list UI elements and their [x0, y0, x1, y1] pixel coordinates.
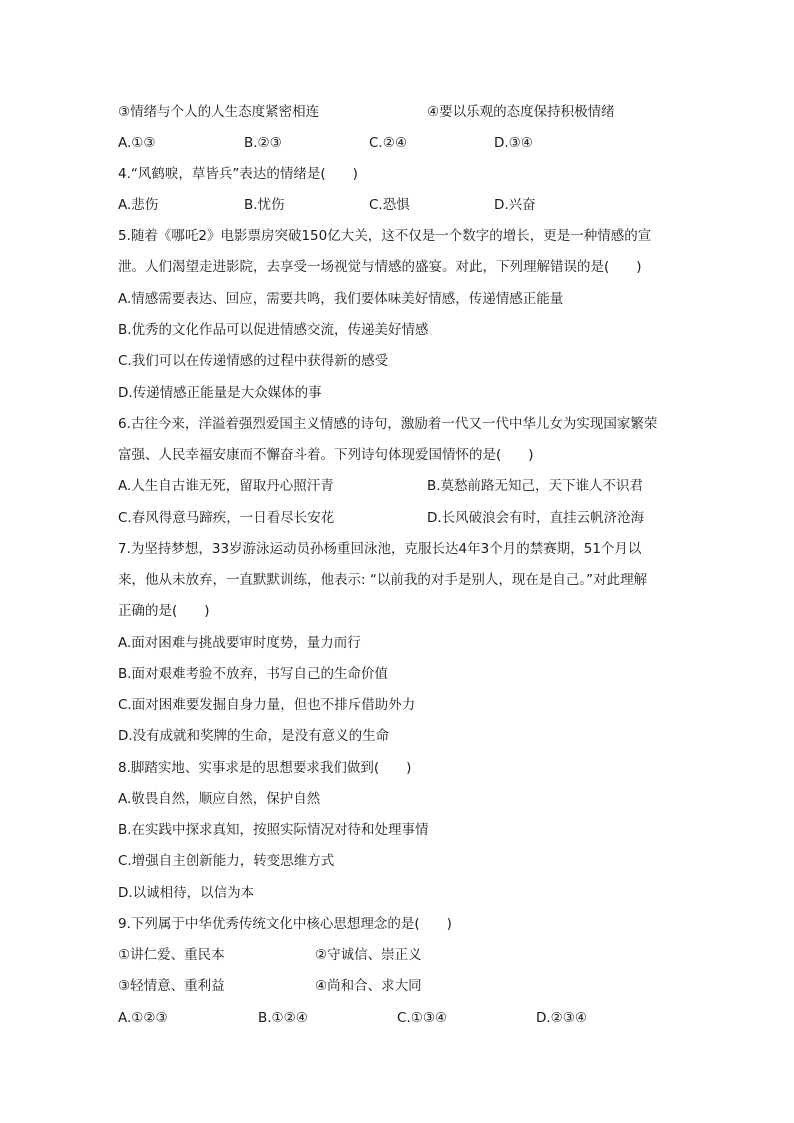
q9-option-c: C.①③④	[397, 1010, 448, 1026]
q9-option-b: B.①②④	[258, 1010, 308, 1026]
q6-option-d: D.长风破浪会有时，直挂云帆济沧海	[427, 510, 645, 526]
q9-item-1: ①讲仁爱、重民本	[118, 947, 225, 963]
q4-option-d: D.兴奋	[494, 197, 536, 213]
q8-option-c: C.增强自主创新能力，转变思维方式	[118, 853, 335, 869]
q6-stem-line-1: 6.古往今来，洋溢着强烈爱国主义情感的诗句，激励着一代又一代中华儿女为实现国家繁荣	[118, 416, 658, 432]
q3-option-c: C.②④	[369, 135, 407, 151]
q7-option-c: C.面对困难要发掘自身力量，但也不排斥借助外力	[118, 697, 416, 713]
q3-item-3: ③情绪与个人的人生态度紧密相连	[118, 104, 320, 120]
q4-option-a: A.悲伤	[118, 197, 159, 213]
q6-stem-line-2: 富强、人民幸福安康而不懈奋斗着。下列诗句体现爱国情怀的是( )	[118, 447, 534, 463]
q5-stem-line-1: 5.随着《哪吒2》电影票房突破150亿大关，这不仅是一个数字的增长，更是一种情感的宣	[118, 228, 652, 244]
q4-option-b: B.忧伤	[244, 197, 285, 213]
q9-item-4: ④尚和合、求大同	[315, 978, 422, 994]
q5-stem-line-2: 泄。人们渴望走进影院，去享受一场视觉与情感的盛宴。对此，下列理解错误的是( )	[118, 259, 642, 275]
q5-option-a: A.情感需要表达、回应，需要共鸣，我们要体味美好情感，传递情感正能量	[118, 291, 564, 307]
q3-option-d: D.③④	[494, 135, 533, 151]
q8-stem: 8.脚踏实地、实事求是的思想要求我们做到( )	[118, 760, 412, 776]
q5-option-c: C.我们可以在传递情感的过程中获得新的感受	[118, 353, 389, 369]
q5-option-b: B.优秀的文化作品可以促进情感交流，传递美好情感	[118, 322, 429, 338]
q7-stem-line-1: 7.为坚持梦想，33岁游泳运动员孙杨重回泳池，克服长达4年3个月的禁赛期，51个月以	[118, 541, 642, 557]
q5-option-d: D.传递情感正能量是大众媒体的事	[118, 385, 322, 401]
q6-option-b: B.莫愁前路无知己，天下谁人不识君	[427, 478, 644, 494]
q7-stem-line-2: 来，他从未放弃，一直默默训练，他表示: “以前我的对手是别人，现在是自己。”对此理解	[118, 572, 648, 588]
q7-stem-line-3: 正确的是( )	[118, 603, 210, 619]
q9-option-d: D.②③④	[536, 1010, 587, 1026]
q6-option-c: C.春风得意马蹄疾，一日看尽长安花	[118, 510, 335, 526]
q9-item-3: ③轻情意、重利益	[118, 978, 225, 994]
q6-option-a: A.人生自古谁无死，留取丹心照汗青	[118, 478, 334, 494]
q3-option-b: B.②③	[244, 135, 282, 151]
q7-option-b: B.面对艰难考验不放弃，书写自己的生命价值	[118, 666, 389, 682]
q9-stem: 9.下列属于中华优秀传统文化中核心思想理念的是( )	[118, 916, 452, 932]
q9-option-a: A.①②③	[118, 1010, 168, 1026]
q7-option-d: D.没有成就和奖牌的生命，是没有意义的生命	[118, 728, 390, 744]
q7-option-a: A.面对困难与挑战要审时度势，量力而行	[118, 635, 361, 651]
q4-stem: 4.“风鹤唳，草皆兵”表达的情绪是( )	[118, 166, 358, 182]
q8-option-a: A.敬畏自然，顺应自然，保护自然	[118, 791, 321, 807]
q3-option-a: A.①③	[118, 135, 156, 151]
q8-option-b: B.在实践中探求真知，按照实际情况对待和处理事情	[118, 822, 429, 838]
q4-option-c: C.恐惧	[369, 197, 410, 213]
q8-option-d: D.以诚相待，以信为本	[118, 885, 255, 901]
q3-item-4: ④要以乐观的态度保持积极情绪	[427, 104, 615, 120]
q9-item-2: ②守诚信、崇正义	[315, 947, 422, 963]
